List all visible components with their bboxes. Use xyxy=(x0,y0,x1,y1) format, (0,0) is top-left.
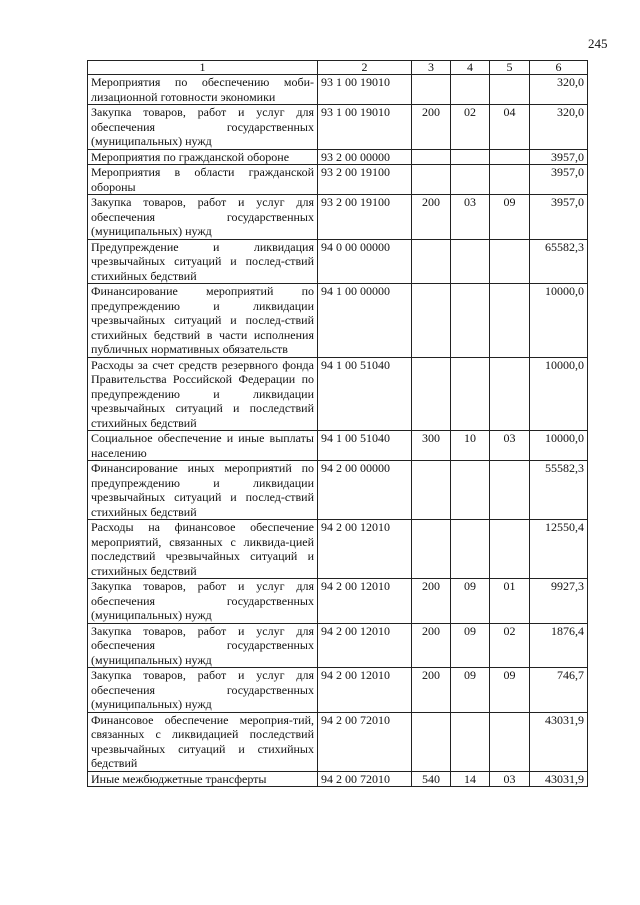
table-row xyxy=(88,239,588,284)
row-amount: 9927,3 xyxy=(530,579,588,624)
column-header: 2 xyxy=(318,61,412,75)
table-row xyxy=(88,668,588,713)
row-col5: 04 xyxy=(490,105,530,150)
table-row xyxy=(88,461,588,520)
row-code: 93 1 00 19010 xyxy=(318,105,412,150)
row-col4: 02 xyxy=(451,105,490,150)
row-col5 xyxy=(490,520,530,579)
row-col3: 200 xyxy=(412,668,451,713)
table-row xyxy=(88,579,588,624)
table-row xyxy=(88,520,588,579)
page-number: 245 xyxy=(588,36,608,51)
row-col3: 300 xyxy=(412,431,451,461)
row-name: Закупка товаров, работ и услуг для обеспечения государственных (муниципальных) нужд xyxy=(88,105,318,150)
row-col4 xyxy=(451,149,490,165)
row-name: Закупка товаров, работ и услуг для обеспечения государственных (муниципальных) нужд xyxy=(88,623,318,668)
row-amount: 3957,0 xyxy=(530,165,588,195)
row-col5: 09 xyxy=(490,195,530,240)
row-amount: 3957,0 xyxy=(530,149,588,165)
column-header: 1 xyxy=(88,61,318,75)
row-col4 xyxy=(451,357,490,431)
row-code: 94 2 00 12010 xyxy=(318,579,412,624)
row-col3 xyxy=(412,284,451,358)
table-row xyxy=(88,431,588,461)
row-name: Закупка товаров, работ и услуг для обеспечения государственных (муниципальных) нужд xyxy=(88,668,318,713)
row-col3: 200 xyxy=(412,195,451,240)
table-row xyxy=(88,195,588,240)
row-name: Закупка товаров, работ и услуг для обеспечения государственных (муниципальных) нужд xyxy=(88,579,318,624)
row-amount: 10000,0 xyxy=(530,431,588,461)
row-col4 xyxy=(451,712,490,771)
table-body xyxy=(88,75,588,787)
row-name: Мероприятия по гражданской обороне xyxy=(88,149,318,165)
row-amount: 43031,9 xyxy=(530,771,588,787)
row-col4: 03 xyxy=(451,195,490,240)
row-col5: 01 xyxy=(490,579,530,624)
row-amount: 10000,0 xyxy=(530,357,588,431)
row-col3 xyxy=(412,149,451,165)
row-amount: 10000,0 xyxy=(530,284,588,358)
column-header: 3 xyxy=(412,61,451,75)
row-col4 xyxy=(451,520,490,579)
row-code: 93 2 00 00000 xyxy=(318,149,412,165)
row-name: Закупка товаров, работ и услуг для обеспечения государственных (муниципальных) нужд xyxy=(88,195,318,240)
row-code: 94 2 00 72010 xyxy=(318,771,412,787)
row-col4: 09 xyxy=(451,668,490,713)
row-code: 94 2 00 72010 xyxy=(318,712,412,771)
row-col5 xyxy=(490,284,530,358)
table-row xyxy=(88,357,588,431)
row-amount: 320,0 xyxy=(530,105,588,150)
row-col4 xyxy=(451,284,490,358)
row-col5: 03 xyxy=(490,771,530,787)
row-col4: 09 xyxy=(451,579,490,624)
row-amount: 320,0 xyxy=(530,75,588,105)
row-col5 xyxy=(490,165,530,195)
row-code: 93 1 00 19010 xyxy=(318,75,412,105)
row-code: 94 1 00 51040 xyxy=(318,357,412,431)
row-col4 xyxy=(451,75,490,105)
row-code: 94 0 00 00000 xyxy=(318,239,412,284)
row-col4 xyxy=(451,165,490,195)
row-code: 93 2 00 19100 xyxy=(318,195,412,240)
row-col3: 540 xyxy=(412,771,451,787)
row-code: 94 2 00 00000 xyxy=(318,461,412,520)
row-col5 xyxy=(490,461,530,520)
row-code: 93 2 00 19100 xyxy=(318,165,412,195)
row-col5 xyxy=(490,357,530,431)
column-header: 5 xyxy=(490,61,530,75)
row-col4: 14 xyxy=(451,771,490,787)
column-header: 6 xyxy=(530,61,588,75)
row-name: Финансирование иных мероприятий по предупреждению и ликвидации чрезвычайных ситуаций и послед-ствий стихийных бедствий xyxy=(88,461,318,520)
row-code: 94 1 00 00000 xyxy=(318,284,412,358)
budget-table xyxy=(87,60,588,787)
row-col5: 02 xyxy=(490,623,530,668)
table-row xyxy=(88,771,588,787)
row-col5: 03 xyxy=(490,431,530,461)
table-row xyxy=(88,623,588,668)
row-name: Социальное обеспечение и иные выплаты населению xyxy=(88,431,318,461)
row-col3 xyxy=(412,239,451,284)
row-col5 xyxy=(490,75,530,105)
row-name: Расходы за счет средств резервного фонда Правительства Российской Федерации по предупреждению и ликвидации чрезвычайных ситуаций и последствий стихийных бедствий xyxy=(88,357,318,431)
row-col5 xyxy=(490,712,530,771)
row-col3 xyxy=(412,75,451,105)
table-row xyxy=(88,105,588,150)
row-code: 94 2 00 12010 xyxy=(318,668,412,713)
row-name: Мероприятия по обеспечению моби-лизационной готовности экономики xyxy=(88,75,318,105)
table-row xyxy=(88,149,588,165)
row-amount: 3957,0 xyxy=(530,195,588,240)
row-col3 xyxy=(412,357,451,431)
row-col3 xyxy=(412,520,451,579)
row-code: 94 1 00 51040 xyxy=(318,431,412,461)
table-row xyxy=(88,165,588,195)
table-header-row xyxy=(88,61,588,75)
row-amount: 65582,3 xyxy=(530,239,588,284)
row-col4 xyxy=(451,461,490,520)
table-row xyxy=(88,712,588,771)
row-col4 xyxy=(451,239,490,284)
row-name: Предупреждение и ликвидация чрезвычайных ситуаций и послед-ствий стихийных бедствий xyxy=(88,239,318,284)
row-col3: 200 xyxy=(412,105,451,150)
row-col5 xyxy=(490,239,530,284)
row-col3: 200 xyxy=(412,579,451,624)
table-row xyxy=(88,284,588,358)
row-col3 xyxy=(412,712,451,771)
row-name: Финансовое обеспечение мероприя-тий, связанных с ликвидацией последствий чрезвычайных ситуаций и стихийных бедствий xyxy=(88,712,318,771)
row-name: Финансирование мероприятий по предупреждению и ликвидации чрезвычайных ситуаций и послед-ствий стихийных бедствий в части исполнения публичных нормативных обязательств xyxy=(88,284,318,358)
row-amount: 55582,3 xyxy=(530,461,588,520)
row-col3 xyxy=(412,461,451,520)
row-code: 94 2 00 12010 xyxy=(318,623,412,668)
row-amount: 1876,4 xyxy=(530,623,588,668)
row-amount: 43031,9 xyxy=(530,712,588,771)
row-col4: 10 xyxy=(451,431,490,461)
row-col5 xyxy=(490,149,530,165)
row-col5: 09 xyxy=(490,668,530,713)
row-code: 94 2 00 12010 xyxy=(318,520,412,579)
row-name: Мероприятия в области гражданской обороны xyxy=(88,165,318,195)
row-amount: 12550,4 xyxy=(530,520,588,579)
row-col4: 09 xyxy=(451,623,490,668)
row-col3 xyxy=(412,165,451,195)
row-amount: 746,7 xyxy=(530,668,588,713)
table-row xyxy=(88,75,588,105)
row-name: Расходы на финансовое обеспечение мероприятий, связанных с ликвида-цией последствий чрезвычайных ситуаций и стихийных бедствий xyxy=(88,520,318,579)
row-name: Иные межбюджетные трансферты xyxy=(88,771,318,787)
row-col3: 200 xyxy=(412,623,451,668)
column-header: 4 xyxy=(451,61,490,75)
